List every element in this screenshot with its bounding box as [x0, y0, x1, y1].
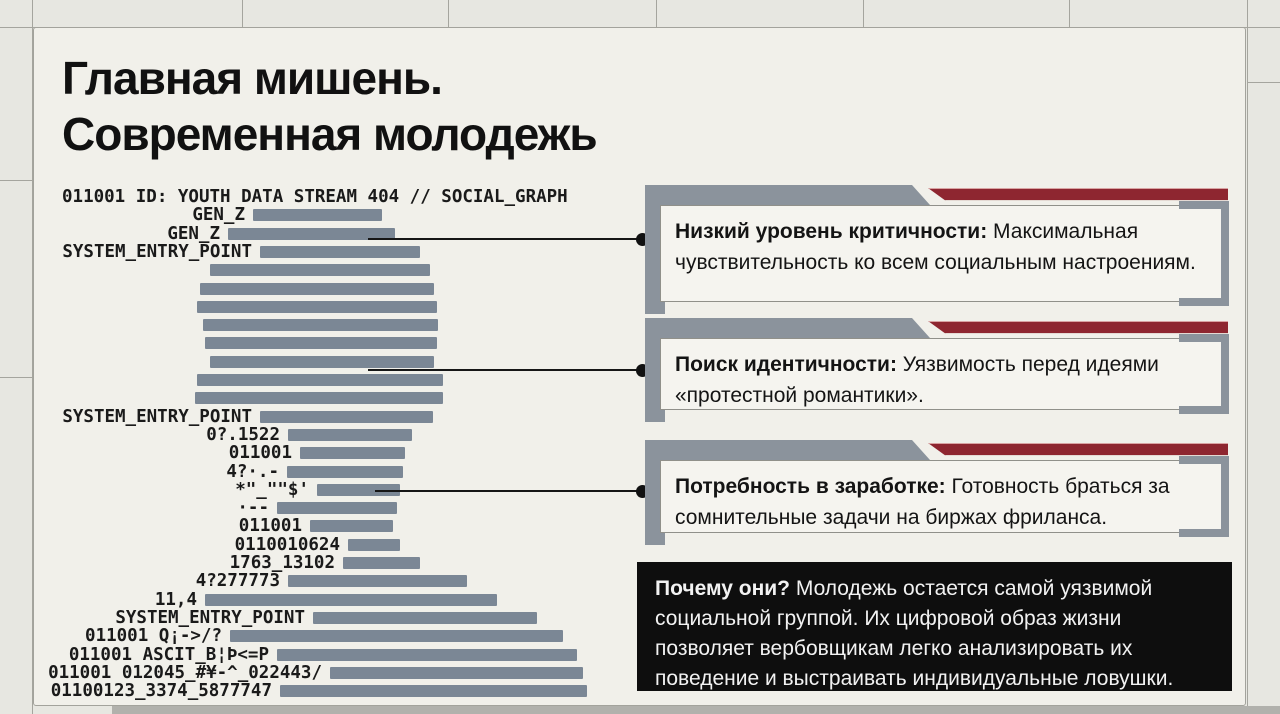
- code-label: 011001: [238, 516, 302, 537]
- callout-title: Потребность в заработке:: [675, 475, 946, 498]
- callout-critical-thinking: [645, 185, 1232, 315]
- code-label: 011001 ASCIT_B¦Þ<=P: [68, 644, 269, 665]
- connector-line: [368, 238, 642, 240]
- code-label: 4?277773: [195, 571, 280, 592]
- code-label: SYSTEM_ENTRY_POINT: [115, 607, 305, 628]
- code-label: SYSTEM_ENTRY_POINT: [62, 241, 252, 262]
- code-label: 011001 012045_#¥-^_022443/: [48, 662, 322, 683]
- corner-bracket-icon: [1179, 252, 1229, 306]
- callout-red-stripe: [928, 443, 1228, 456]
- code-label: 011001 Q¡->/?: [85, 626, 222, 647]
- note-body: Молодежь остается самой уязвимой социальной группой. Их цифровой образ жизни позволяет вербовщикам легко анализировать их поведение и выстраивать индивидуальные ловушки.: [655, 577, 1174, 690]
- code-label: 11,4: [154, 589, 197, 610]
- callout-body: Уязвимость перед идеями «протестной романтики».: [675, 353, 1159, 407]
- code-label: GEN_Z: [167, 223, 220, 244]
- code-label: ·--: [237, 498, 269, 519]
- connector-line: [368, 369, 642, 371]
- note-title: Почему они?: [655, 577, 791, 600]
- callout-red-stripe: [928, 321, 1228, 334]
- callout-title: Низкий уровень критичности:: [675, 220, 988, 243]
- code-label: 1763_13102: [229, 553, 335, 573]
- callout-box: [660, 338, 1225, 410]
- code-label: 0110010624: [234, 534, 340, 555]
- callout-box: [660, 205, 1225, 302]
- callout-identity: [645, 318, 1232, 423]
- title-line-2: Современная молодежь: [62, 108, 597, 160]
- corner-bracket-icon: [1179, 201, 1229, 255]
- callout-red-stripe: [928, 188, 1228, 201]
- code-label: GEN_Z: [192, 205, 245, 226]
- callout-box: [660, 460, 1225, 533]
- callout-header-bar: [645, 185, 930, 205]
- corner-bracket-icon: [1179, 483, 1229, 537]
- code-label: 4?·.-: [226, 461, 279, 482]
- callout-body: Готовность браться за сомнительные задачи на биржах фриланса.: [675, 475, 1170, 529]
- code-label: SYSTEM_ENTRY_POINT: [62, 406, 252, 427]
- code-label: 011001: [228, 443, 292, 464]
- callout-title: Поиск идентичности:: [675, 353, 897, 376]
- connector-line: [375, 490, 642, 492]
- code-label: 011001 ID: YOUTH DATA STREAM 404 // SOCIAL_GRAPH: [62, 187, 568, 207]
- title-line-1: Главная мишень.: [62, 52, 442, 104]
- code-label: 0?.1522: [206, 424, 280, 445]
- callout-income: [645, 440, 1232, 546]
- corner-bracket-icon: [1179, 360, 1229, 414]
- callout-header-bar: [645, 440, 930, 460]
- callout-body: Максимальная чувствительность ко всем социальным настроениям.: [675, 220, 1196, 274]
- code-label: *"_""$': [235, 479, 309, 500]
- code-label: 01100123_3374_5877747: [50, 681, 272, 702]
- callout-header-bar: [645, 318, 930, 338]
- why-them-note: [637, 562, 1232, 691]
